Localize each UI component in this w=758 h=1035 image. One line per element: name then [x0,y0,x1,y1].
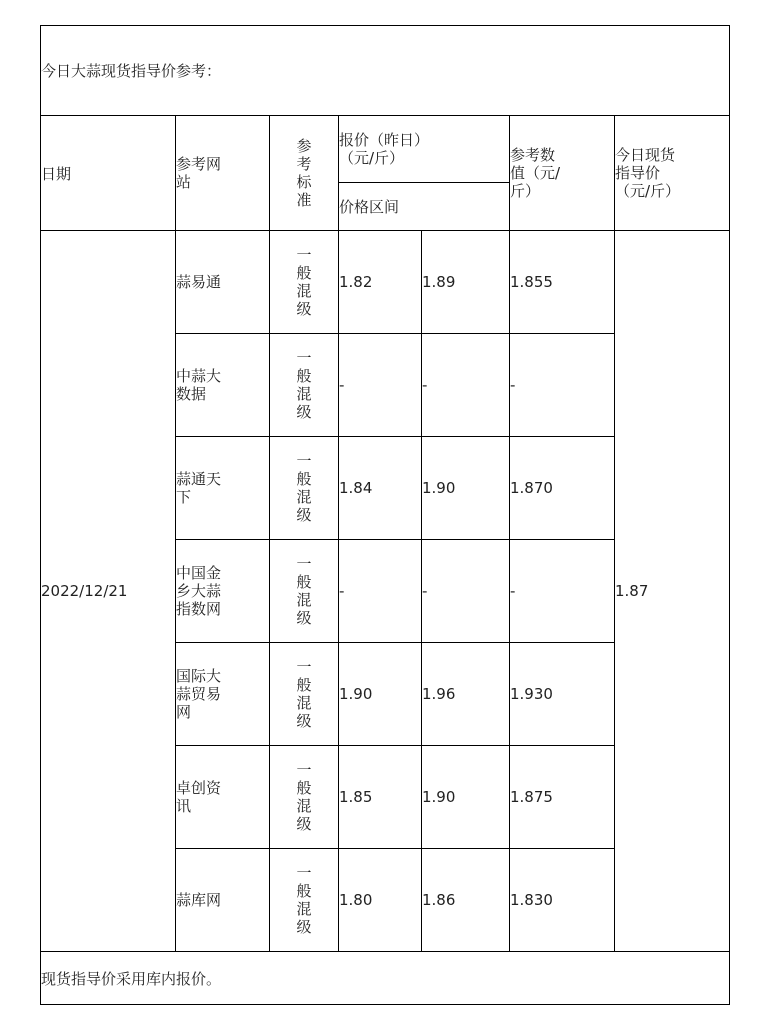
standard-cell: 一般混级 [270,643,339,746]
price-low-cell: 1.80 [339,849,422,952]
site-cell: 中国金乡大蒜指数网 [176,540,270,643]
ref-value-cell: 1.855 [510,231,615,334]
site-cell: 蒜库网 [176,849,270,952]
price-low-cell: 1.90 [339,643,422,746]
standard-cell: 一般混级 [270,231,339,334]
price-low-cell: 1.85 [339,746,422,849]
footer-note: 现货指导价采用库内报价。 [41,952,730,1005]
price-high-cell: 1.89 [422,231,510,334]
ref-value-cell: - [510,334,615,437]
guide-price-cell: 1.87 [615,231,730,952]
site-cell: 蒜易通 [176,231,270,334]
header-date: 日期 [41,116,176,231]
ref-value-cell: 1.870 [510,437,615,540]
ref-value-cell: 1.875 [510,746,615,849]
header-ref-value: 参考数值（元/斤） [510,116,615,231]
site-cell: 中蒜大数据 [176,334,270,437]
site-cell: 国际大蒜贸易网 [176,643,270,746]
table-row [41,231,730,334]
price-high-cell: 1.90 [422,437,510,540]
header-range: 价格区间 [339,183,510,231]
header-guide-price: 今日现货指导价（元/斤） [615,116,730,231]
header-quote: 报价（昨日）（元/斤） [339,116,510,183]
header-site: 参考网站 [176,116,270,231]
standard-cell: 一般混级 [270,437,339,540]
intro-text: 今日大蒜现货指导价参考： [41,26,730,116]
price-low-cell: 1.84 [339,437,422,540]
ref-value-cell: 1.830 [510,849,615,952]
site-cell: 蒜通天下 [176,437,270,540]
price-high-cell: - [422,334,510,437]
date-cell: 2022/12/21 [41,231,176,952]
price-low-cell: - [339,334,422,437]
price-high-cell: 1.96 [422,643,510,746]
price-table [40,25,730,1005]
price-high-cell: 1.90 [422,746,510,849]
ref-value-cell: - [510,540,615,643]
price-high-cell: - [422,540,510,643]
header-standard: 参考标准 [270,116,339,231]
price-low-cell: - [339,540,422,643]
price-low-cell: 1.82 [339,231,422,334]
standard-cell: 一般混级 [270,540,339,643]
standard-cell: 一般混级 [270,849,339,952]
site-cell: 卓创资讯 [176,746,270,849]
ref-value-cell: 1.930 [510,643,615,746]
price-high-cell: 1.86 [422,849,510,952]
standard-cell: 一般混级 [270,334,339,437]
standard-cell: 一般混级 [270,746,339,849]
